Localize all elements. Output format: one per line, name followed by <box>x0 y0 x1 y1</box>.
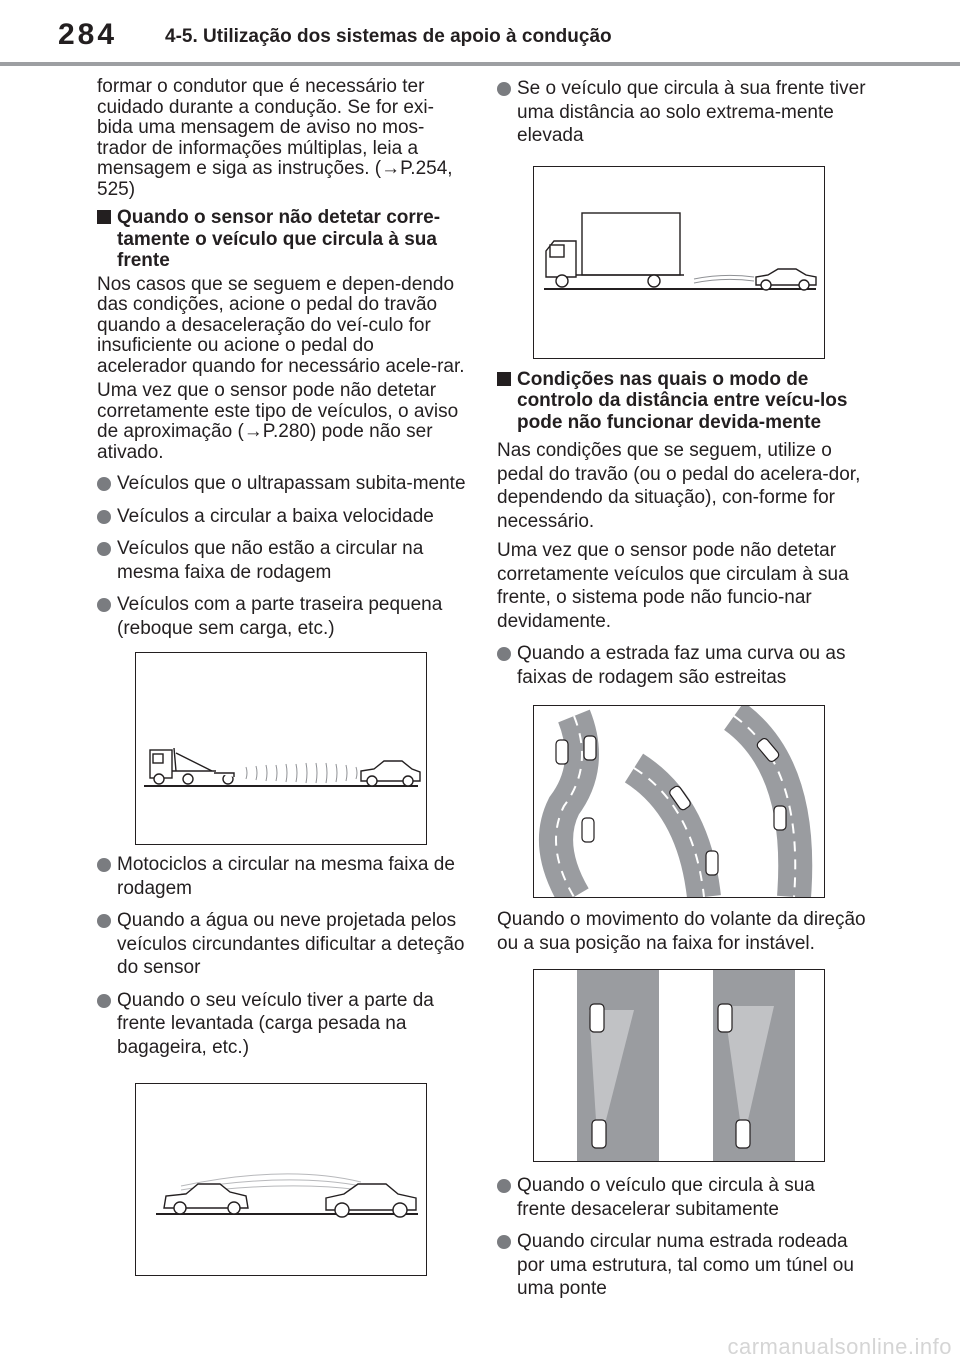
bullet-dot-icon <box>497 1235 511 1249</box>
figure-raised-front <box>135 1083 427 1276</box>
paragraph: Quando o movimento do volante da direção ou a sua posição na faixa for instável. <box>497 909 866 954</box>
bullet-dot-icon <box>97 858 111 872</box>
list-item: Veículos que não estão a circular na mesma faixa de rodagem <box>97 537 467 584</box>
square-bullet-icon <box>97 210 111 224</box>
intro-paragraph: formar o condutor que é necessário ter cuidado durante a condução. Se for exi-bida uma mensagem de aviso no mos-trador de informações múltiplas, leia a mensagem e siga as instruções. (→P.254, 525) <box>97 76 453 200</box>
subheading-text: Condições nas quais o modo de controlo da distância entre veícu-los pode não funcionar devida-mente <box>517 368 848 433</box>
bullet-dot-icon <box>97 994 111 1008</box>
bullet-dot-icon <box>497 1179 511 1193</box>
section-title: 4-5. Utilização dos sistemas de apoio à condução <box>165 26 612 47</box>
figure-tow-truck <box>135 652 427 845</box>
bullet-dot-icon <box>97 542 111 556</box>
bullet-dot-icon <box>497 647 511 661</box>
list-item: Veículos a circular a baixa velocidade <box>97 505 467 529</box>
list-item: Veículos que o ultrapassam subita-mente <box>97 472 467 496</box>
subheading-sensor <box>97 207 467 272</box>
subheading-text: Quando o sensor não detetar corre-tamente o veículo que circula à sua frente <box>117 207 441 271</box>
list-item: Quando a estrada faz uma curva ou as faixas de rodagem são estreitas <box>497 642 867 689</box>
subheading-distance-control <box>497 369 867 434</box>
left-column <box>97 77 467 1276</box>
bullet-dot-icon <box>97 510 111 524</box>
bullet-dot-icon <box>97 598 111 612</box>
list-item: Quando a água ou neve projetada pelos veículos circundantes dificultar a deteção do sensor <box>97 909 467 980</box>
header-divider <box>0 62 960 66</box>
bullet-dot-icon <box>97 477 111 491</box>
list-item: Veículos com a parte traseira pequena (reboque sem carga, etc.) <box>97 593 467 640</box>
page-number: 284 <box>58 18 118 51</box>
figure-high-truck <box>533 166 825 359</box>
tow-truck-icon <box>150 748 234 784</box>
paragraph: Uma vez que o sensor pode não detetar corretamente veículos que circulam à sua frente, o sistema pode não funcio-nar devidamente. <box>497 540 849 632</box>
figure-curved-road <box>533 705 825 898</box>
car-icon <box>326 1184 416 1217</box>
list-item: Motociclos a circular na mesma faixa de rodagem <box>97 853 467 900</box>
truck-icon <box>546 213 684 287</box>
watermark: carmanualsonline.info <box>727 1334 952 1359</box>
car-icon <box>361 761 420 786</box>
bullet-dot-icon <box>497 82 511 96</box>
list-item: Quando circular numa estrada rodeada por uma estrutura, tal como um túnel ou uma ponte <box>497 1230 867 1301</box>
list-item: Se o veículo que circula à sua frente tiver uma distância ao solo extrema-mente elevada <box>497 77 867 148</box>
list-item: Quando o seu veículo tiver a parte da frente levantada (carga pesada na bagageira, etc.) <box>97 989 467 1060</box>
right-column <box>497 77 867 1301</box>
square-bullet-icon <box>497 372 511 386</box>
page-header <box>0 0 960 66</box>
sensor-wave-icon <box>246 763 357 783</box>
paragraph: Nos casos que se seguem e depen-dendo das condições, acione o pedal do travão quando a desaceleração do veí-culo for insuficiente ou acione o pedal do acelerador quando for necessário acele-rar. <box>97 273 465 377</box>
sensor-wave-icon <box>694 275 754 283</box>
list-item: Quando o veículo que circula à sua frente desacelerar subitamente <box>497 1174 867 1221</box>
figure-lane-position <box>533 969 825 1162</box>
bullet-dot-icon <box>97 914 111 928</box>
paragraph: Nas condições que se seguem, utilize o pedal do travão (ou o pedal do acelera-dor, dependendo da situação), con-forme for necessário. <box>497 440 861 532</box>
paragraph: Uma vez que o sensor pode não detetar corretamente este tipo de veículos, o aviso de aproximação (→P.280) pode não ser ativado. <box>97 380 459 463</box>
car-icon <box>756 269 816 290</box>
